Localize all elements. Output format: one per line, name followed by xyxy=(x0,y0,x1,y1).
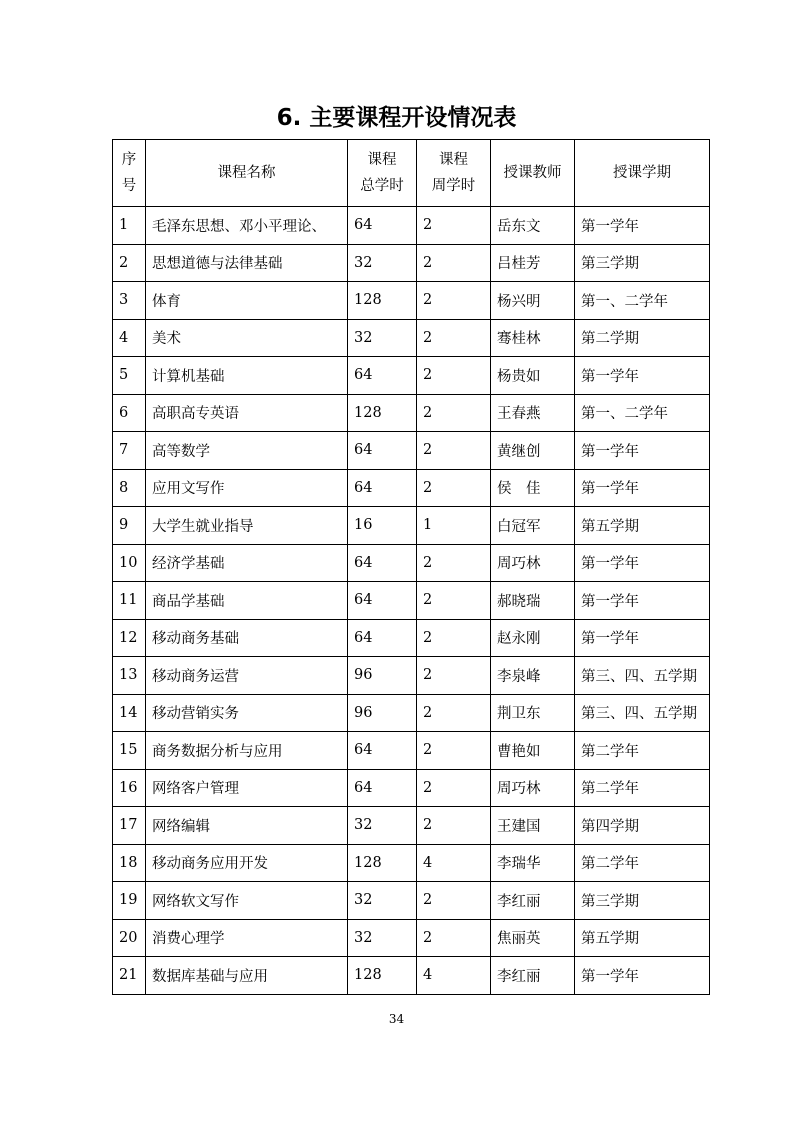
cell-seq: 9 xyxy=(113,507,146,545)
cell-teacher: 荆卫东 xyxy=(491,694,575,732)
cell-total-hours: 96 xyxy=(348,694,417,732)
cell-course-name: 高职高专英语 xyxy=(146,394,348,432)
table-row xyxy=(113,432,710,470)
header-total-hours-line-1: 课程 xyxy=(367,152,397,168)
table-row xyxy=(113,957,710,995)
cell-teacher: 李红丽 xyxy=(491,882,575,920)
header-weekly-hours-line-1: 课程 xyxy=(439,152,468,168)
cell-total-hours: 64 xyxy=(348,432,417,470)
header-total-hours-line-2: 总学时 xyxy=(360,178,404,194)
cell-seq: 2 xyxy=(113,244,146,282)
cell-weekly-hours: 2 xyxy=(417,244,491,282)
table-row xyxy=(113,619,710,657)
cell-total-hours: 128 xyxy=(348,957,417,995)
cell-teacher: 焦丽英 xyxy=(491,919,575,957)
cell-course-name: 大学生就业指导 xyxy=(146,507,348,545)
cell-seq: 20 xyxy=(113,919,146,957)
cell-course-name: 计算机基础 xyxy=(146,357,348,395)
cell-course-name: 移动商务应用开发 xyxy=(146,844,348,882)
cell-term: 第三学期 xyxy=(575,882,710,920)
table-row xyxy=(113,207,710,245)
cell-term: 第二学年 xyxy=(575,732,710,770)
cell-teacher: 杨贵如 xyxy=(491,357,575,395)
cell-term: 第一学年 xyxy=(575,432,710,470)
table-row xyxy=(113,319,710,357)
table-row xyxy=(113,244,710,282)
table-row xyxy=(113,807,710,845)
cell-seq: 6 xyxy=(113,394,146,432)
table-row xyxy=(113,882,710,920)
header-seq-line-1: 序 xyxy=(121,152,137,168)
cell-term: 第一学年 xyxy=(575,207,710,245)
cell-seq: 4 xyxy=(113,319,146,357)
cell-term: 第二学期 xyxy=(575,319,710,357)
cell-weekly-hours: 2 xyxy=(417,432,491,470)
cell-seq: 11 xyxy=(113,582,146,620)
cell-course-name: 网络软文写作 xyxy=(146,882,348,920)
cell-weekly-hours: 4 xyxy=(417,844,491,882)
cell-weekly-hours: 2 xyxy=(417,769,491,807)
cell-teacher: 白冠军 xyxy=(491,507,575,545)
header-weekly-hours-line-2: 周学时 xyxy=(431,178,476,194)
header-course-name: 课程名称 xyxy=(146,140,348,207)
cell-teacher: 王春燕 xyxy=(491,394,575,432)
cell-term: 第一学年 xyxy=(575,544,710,582)
cell-teacher: 赵永刚 xyxy=(491,619,575,657)
cell-term: 第二学年 xyxy=(575,844,710,882)
cell-course-name: 应用文写作 xyxy=(146,469,348,507)
cell-teacher: 岳东文 xyxy=(491,207,575,245)
cell-course-name: 商务数据分析与应用 xyxy=(146,732,348,770)
cell-seq: 21 xyxy=(113,957,146,995)
cell-total-hours: 96 xyxy=(348,657,417,695)
cell-total-hours: 128 xyxy=(348,282,417,320)
cell-weekly-hours: 2 xyxy=(417,207,491,245)
table-row xyxy=(113,694,710,732)
cell-total-hours: 32 xyxy=(348,244,417,282)
cell-total-hours: 128 xyxy=(348,844,417,882)
cell-weekly-hours: 2 xyxy=(417,882,491,920)
header-term: 授课学期 xyxy=(575,140,710,207)
cell-total-hours: 64 xyxy=(348,357,417,395)
cell-seq: 8 xyxy=(113,469,146,507)
cell-course-name: 毛泽东思想、邓小平理论、 xyxy=(146,207,348,245)
cell-weekly-hours: 2 xyxy=(417,469,491,507)
cell-weekly-hours: 2 xyxy=(417,582,491,620)
cell-seq: 15 xyxy=(113,732,146,770)
cell-term: 第四学期 xyxy=(575,807,710,845)
page-number: 34 xyxy=(388,1012,405,1026)
cell-teacher: 李红丽 xyxy=(491,957,575,995)
table-row xyxy=(113,282,710,320)
cell-weekly-hours: 4 xyxy=(417,957,491,995)
cell-seq: 10 xyxy=(113,544,146,582)
cell-term: 第五学期 xyxy=(575,507,710,545)
cell-weekly-hours: 2 xyxy=(417,357,491,395)
table-row xyxy=(113,544,710,582)
cell-weekly-hours: 2 xyxy=(417,694,491,732)
table-row xyxy=(113,732,710,770)
cell-teacher: 侯 佳 xyxy=(491,469,575,507)
cell-seq: 5 xyxy=(113,357,146,395)
cell-weekly-hours: 1 xyxy=(417,507,491,545)
courses-table xyxy=(112,139,710,995)
cell-course-name: 网络编辑 xyxy=(146,807,348,845)
cell-course-name: 移动商务运营 xyxy=(146,657,348,695)
table-row xyxy=(113,657,710,695)
cell-term: 第一、二学年 xyxy=(575,282,710,320)
cell-seq: 7 xyxy=(113,432,146,470)
table-row xyxy=(113,507,710,545)
table-row xyxy=(113,769,710,807)
cell-teacher: 周巧林 xyxy=(491,544,575,582)
cell-term: 第一学年 xyxy=(575,469,710,507)
cell-total-hours: 32 xyxy=(348,919,417,957)
cell-course-name: 美术 xyxy=(146,319,348,357)
cell-weekly-hours: 2 xyxy=(417,394,491,432)
cell-weekly-hours: 2 xyxy=(417,732,491,770)
cell-weekly-hours: 2 xyxy=(417,807,491,845)
cell-seq: 1 xyxy=(113,207,146,245)
cell-seq: 12 xyxy=(113,619,146,657)
cell-teacher: 李泉峰 xyxy=(491,657,575,695)
cell-teacher: 郝晓瑞 xyxy=(491,582,575,620)
cell-term: 第一、二学年 xyxy=(575,394,710,432)
cell-term: 第五学期 xyxy=(575,919,710,957)
table-header-row xyxy=(113,140,710,207)
cell-teacher: 李瑞华 xyxy=(491,844,575,882)
cell-seq: 19 xyxy=(113,882,146,920)
cell-weekly-hours: 2 xyxy=(417,619,491,657)
cell-weekly-hours: 2 xyxy=(417,544,491,582)
cell-seq: 18 xyxy=(113,844,146,882)
table-row xyxy=(113,919,710,957)
page-title: 6. 主要课程开设情况表 xyxy=(276,105,517,131)
cell-course-name: 思想道德与法律基础 xyxy=(146,244,348,282)
cell-term: 第一学年 xyxy=(575,582,710,620)
cell-total-hours: 128 xyxy=(348,394,417,432)
cell-seq: 17 xyxy=(113,807,146,845)
cell-course-name: 高等数学 xyxy=(146,432,348,470)
cell-weekly-hours: 2 xyxy=(417,319,491,357)
header-seq xyxy=(113,140,146,207)
cell-seq: 3 xyxy=(113,282,146,320)
cell-teacher: 周巧林 xyxy=(491,769,575,807)
cell-seq: 16 xyxy=(113,769,146,807)
cell-term: 第三、四、五学期 xyxy=(575,657,710,695)
cell-course-name: 网络客户管理 xyxy=(146,769,348,807)
header-seq-line-2: 号 xyxy=(121,178,137,194)
cell-teacher: 吕桂芳 xyxy=(491,244,575,282)
cell-total-hours: 64 xyxy=(348,769,417,807)
cell-course-name: 体育 xyxy=(146,282,348,320)
cell-total-hours: 64 xyxy=(348,732,417,770)
cell-total-hours: 32 xyxy=(348,807,417,845)
cell-weekly-hours: 2 xyxy=(417,919,491,957)
cell-term: 第三学期 xyxy=(575,244,710,282)
cell-total-hours: 64 xyxy=(348,544,417,582)
header-total-hours xyxy=(348,140,417,207)
cell-teacher: 王建国 xyxy=(491,807,575,845)
header-teacher: 授课教师 xyxy=(491,140,575,207)
table-row xyxy=(113,844,710,882)
header-weekly-hours xyxy=(417,140,491,207)
cell-total-hours: 64 xyxy=(348,582,417,620)
cell-total-hours: 64 xyxy=(348,619,417,657)
cell-seq: 14 xyxy=(113,694,146,732)
cell-term: 第三、四、五学期 xyxy=(575,694,710,732)
cell-total-hours: 64 xyxy=(348,469,417,507)
cell-term: 第一学年 xyxy=(575,619,710,657)
cell-weekly-hours: 2 xyxy=(417,282,491,320)
cell-course-name: 移动商务基础 xyxy=(146,619,348,657)
cell-teacher: 杨兴明 xyxy=(491,282,575,320)
cell-term: 第二学年 xyxy=(575,769,710,807)
cell-seq: 13 xyxy=(113,657,146,695)
cell-total-hours: 32 xyxy=(348,319,417,357)
cell-course-name: 移动营销实务 xyxy=(146,694,348,732)
cell-teacher: 曹艳如 xyxy=(491,732,575,770)
cell-term: 第一学年 xyxy=(575,957,710,995)
cell-term: 第一学年 xyxy=(575,357,710,395)
cell-course-name: 消费心理学 xyxy=(146,919,348,957)
table-row xyxy=(113,357,710,395)
cell-course-name: 经济学基础 xyxy=(146,544,348,582)
cell-teacher: 黄继创 xyxy=(491,432,575,470)
cell-total-hours: 16 xyxy=(348,507,417,545)
cell-teacher: 骞桂林 xyxy=(491,319,575,357)
cell-total-hours: 64 xyxy=(348,207,417,245)
cell-total-hours: 32 xyxy=(348,882,417,920)
table-row xyxy=(113,394,710,432)
table-row xyxy=(113,582,710,620)
cell-course-name: 商品学基础 xyxy=(146,582,348,620)
cell-weekly-hours: 2 xyxy=(417,657,491,695)
table-row xyxy=(113,469,710,507)
cell-course-name: 数据库基础与应用 xyxy=(146,957,348,995)
